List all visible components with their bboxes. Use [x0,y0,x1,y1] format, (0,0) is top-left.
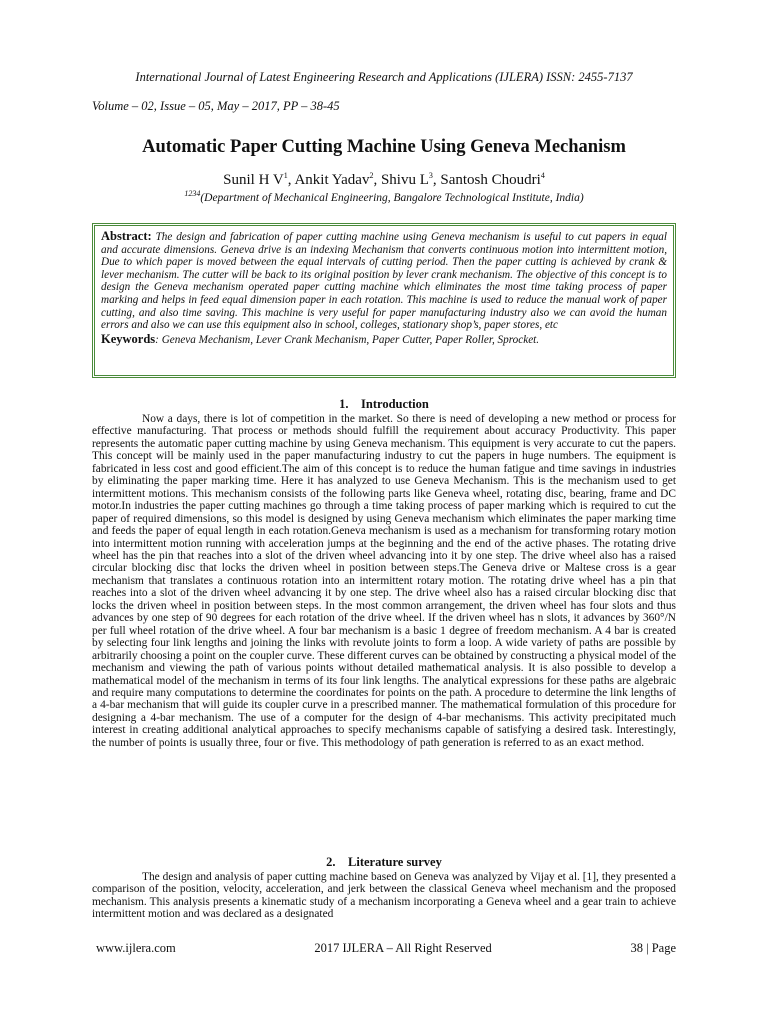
section-heading-introduction: 1. Introduction [339,397,429,411]
footer-website: www.ijlera.com [96,941,176,955]
author-sup: 1 [283,171,288,180]
page-footer [96,941,676,956]
section-heading-literature-survey: 2. Literature survey [326,855,442,869]
author-name: Shivu L [380,172,429,188]
author-list: Sunil H $V^1$, Ankit Yadav$^2$, Shivu $L^3$, Santosh Choudri$^4$ [223,171,545,188]
affiliation-text: (Department of Mechanical Engineering, Bangalore Technological Institute, India) [200,192,584,204]
footer-page-number: 38 | Page [630,941,676,955]
keywords-text: : Geneva Mechanism, Lever Crank Mechanism, Paper Cutter, Paper Roller, Sprocket. [155,333,540,346]
footer-copyright: 2017 IJLERA – All Right Reserved [314,941,492,955]
author-name: Ankit Yadav [294,172,370,188]
affiliation-sup: 1234 [184,189,201,199]
author-sup: 4 [540,171,545,180]
paper-page [92,0,676,1024]
affiliation [92,189,676,204]
author-name: Santosh Choudri [440,172,541,188]
journal-header: International Journal of Latest Engineering Research and Applications (IJLERA) ISSN: 2455-7137 [135,70,633,84]
literature-survey-paragraph: The design and analysis of paper cutting machine based on Geneva was analyzed by Vijay et al. [1], they presented a comparison of the position, velocity, acceleration, and jerk between the classical Geneva wheel mechanism and the proposed mechanism. This analysis presents a kinematic study of a mechanism incorporating a Geneva wheel and a gear train to achieve intermittent motion and was declared as a designated [92,871,676,921]
author-sup: 2 [369,171,374,180]
keywords [101,333,667,347]
abstract [101,230,667,332]
abstract-box [92,223,676,378]
abstract-label: Abstract: [101,229,152,243]
paper-title: Automatic Paper Cutting Machine Using Geneva Mechanism [142,137,626,157]
keywords-label: Keywords [101,331,156,346]
volume-header: Volume – 02, Issue – 05, May – 2017, PP – 38-45 [92,99,340,113]
abstract-text: The design and fabrication of paper cutting machine using Geneva mechanism is useful to cut papers in equal and accurate dimensions. Geneva drive is an indexing Mechanism that converts continuous motion into intermittent motion, Due to which paper is moved between the equal intervals of cutting period. Then the paper cutting is achieved by crank & lever mechanism. The cutter will be back to its original position by lever crank mechanism. The objective of this concept is to design the Geneva mechanism operated paper cutting machine which eliminates the most time taking process of paper marking and helps in feed equal dimension paper in each rotation. This machine is used to reduce the manual work of paper cutting, and also time saving. This machine is very useful for paper manufacturing industry also we can avoid the human errors and also we can use this equipment also in school, colleges, stationary shop’s, paper stores, etc [101,231,667,332]
author-name: Sunil H V [223,172,284,188]
introduction-paragraph: Now a days, there is lot of competition in the market. So there is need of developing a new method or process for effective manufacturing. That process or methods should fulfill the requirement about accuracy Productivity. This paper represents the automatic paper cutting machine by using Geneva mechanism. This equipment is very accurate to cut the papers. This concept will be mainly used in the paper manufacturing industry to cut the papers in huge numbers. The equipment is fabricated in less cost and good efficient.The aim of this concept is to reduce the human fatigue and time savings in industries by eliminating the paper marking time. Here it has analyzed to use Geneva Mechanism. This is the mechanism used to get intermittent motions. This mechanism consists of the following parts like Geneva wheel, rotating disc, bearing, frame and DC motor.In industries the paper cutting machines go through a time taking process of paper marking which is required to cut the paper of required dimensions, so this model is designed by using Geneva mechanism which eliminates the paper marking time and feeds the paper of equal length in each rotation.Geneva mechanism is used as a mechanism for transforming rotary motion into intermittent motion running with acceleration jumps at the beginning and the end of the active phases. The rotating drive wheel has the pin that reaches into a slot of the driven wheel advancing into it by one step. The drive wheel also has a raised circular blocking disc that locks the driven wheel in position between steps.The Geneva drive or Maltese cross is a gear mechanism that translates a continuous rotation into an intermittent rotary motion. The rotating drive wheel has a pin that reaches into a slot of the driven wheel advancing it by one step. The drive wheel also has a raised circular blocking disc that locks the driven wheel in position between steps. In the most common arrangement, the driven wheel has four slots and thus advances by one step of 90 degrees for each rotation of the drive wheel. If the driven wheel has n slots, it advances by 360°/N per full wheel rotation of the drive wheel. A four bar mechanism is a basic 1 degree of freedom mechanism. A 4 bar is created by selecting four link lengths and joining the links with revolute joints to form a loop. A wide variety of paths are possible by arbitrarily choosing a point on the coupler curve. These different curves can be obtained by constructing a physical model of the mechanism and viewing the path of various points without detailed mathematical analysis. It is also possible to develop a mathematical model of the mechanism in terms of its four link lengths. The analytical expressions for these paths are algebraic and require many computations to determine the coordinates for points on the path. A procedure to determine the link lengths of a 4-bar mechanism that will guide its coupler curve in a prescribed manner. The mathematical formulation of this procedure for designing a 4-bar mechanism. The use of a computer for the design of 4-bar mechanisms. This activity precipitated much interest in creating additional analytical approaches to specify mechanisms capable of satisfying a desired task. Interestingly, the number of points is usually three, four or five. This methodology of path generation is referred to as an exact method. [92,413,676,749]
author-sup: 3 [428,171,433,180]
